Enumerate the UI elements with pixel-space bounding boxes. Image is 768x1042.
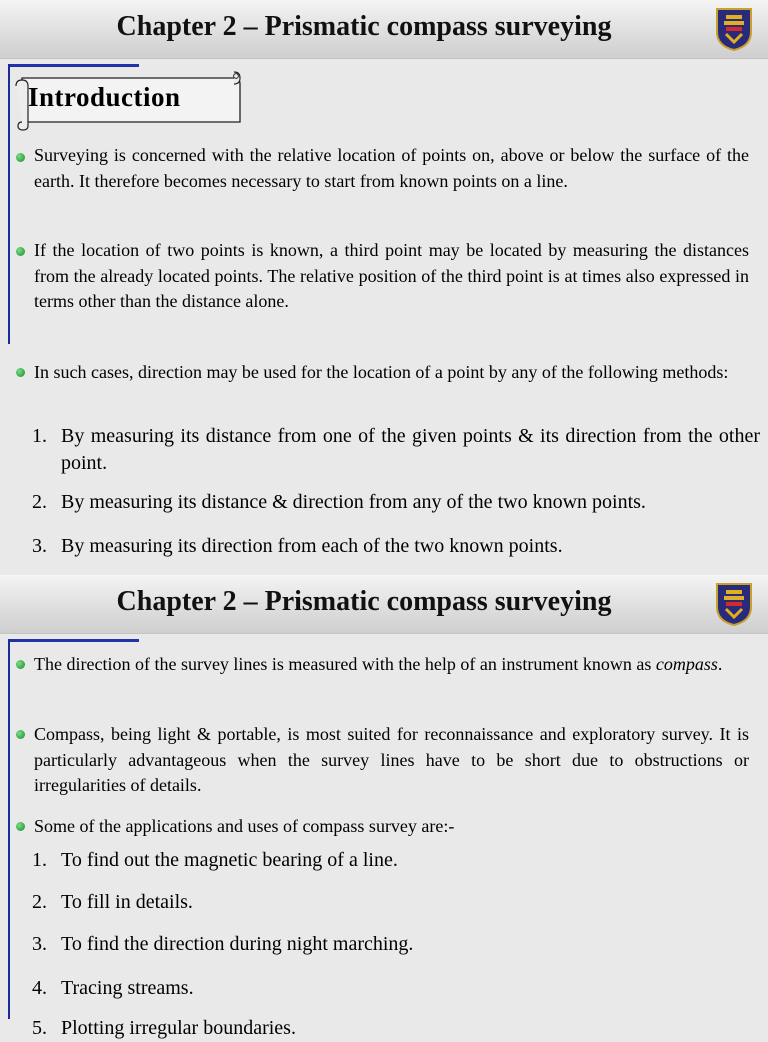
accent-vertical-bar [8, 64, 10, 344]
accent-vertical-bar [8, 639, 10, 1019]
list-number: 4. [32, 977, 47, 999]
bullet-text-end: . [717, 654, 723, 674]
bullet-text-main: The direction of the survey lines is measured with the help of an instrument known as [34, 654, 656, 674]
bullet-text: If the location of two points is known, a third point may be located by measuring the distances from the already located points. The relative position of the third point is at times also expressed in terms other than the distance alone. [34, 240, 749, 311]
list-text: By measuring its distance from one of the given points & its direction from the other point. [61, 425, 760, 474]
list-item [32, 423, 760, 477]
bullet-dot-icon [16, 153, 25, 162]
slide-title-bar [0, 575, 768, 634]
slide-2 [0, 575, 768, 1039]
list-item [32, 533, 760, 560]
bullet-text-emphasis: compass [655, 654, 718, 674]
bullet-text: In such cases, direction may be used for the location of a point by any of the following methods: [34, 362, 729, 382]
list-text: Plotting irregular boundaries. [61, 1017, 296, 1039]
list-text: Tracing streams. [61, 977, 194, 999]
university-logo-icon [714, 6, 754, 52]
accent-line [8, 64, 139, 67]
slide-title: Chapter 2 – Prismatic compass surveying [116, 11, 612, 42]
section-heading: Introduction [28, 82, 181, 112]
list-number: 2. [32, 491, 47, 513]
bullet-dot-icon [16, 660, 25, 669]
list-item [32, 847, 760, 874]
accent-line [8, 639, 139, 642]
list-number: 3. [32, 933, 47, 955]
slide-title: Chapter 2 – Prismatic compass surveying [116, 586, 612, 617]
list-number: 1. [32, 849, 47, 871]
list-number: 5. [32, 1017, 47, 1039]
list-text: By measuring its distance & direction from any of the two known points. [61, 491, 646, 513]
slide-title-bar [0, 0, 768, 59]
bullet-dot-icon [16, 822, 25, 831]
list-text: By measuring its direction from each of the two known points. [61, 535, 563, 557]
list-number: 1. [32, 425, 47, 447]
bullet-text: Compass, being light & portable, is most suited for reconnaissance and exploratory survey. It is particularly advantageous when the survey lines have to be short due to obstructions or irregularities of details. [34, 724, 749, 795]
list-item [32, 975, 760, 1002]
list-text: To find out the magnetic bearing of a line. [61, 849, 398, 871]
list-item [32, 489, 760, 516]
bullet-dot-icon [16, 368, 25, 377]
bullet-text: Some of the applications and uses of compass survey are:- [34, 816, 455, 836]
list-text: To find the direction during night marching. [61, 933, 414, 955]
list-number: 3. [32, 535, 47, 557]
bullet-dot-icon [16, 730, 25, 739]
list-number: 2. [32, 891, 47, 913]
bullet-dot-icon [16, 247, 25, 256]
list-text: To fill in details. [61, 891, 193, 913]
university-logo-icon [714, 581, 754, 627]
section-heading-scroll [14, 70, 242, 130]
bullet-text: Surveying is concerned with the relative location of points on, above or below the surface of the earth. It therefore becomes necessary to start from known points on a line. [34, 145, 749, 191]
bullet-text [34, 652, 749, 678]
list-item [32, 1015, 760, 1042]
list-item [32, 889, 760, 916]
list-item [32, 931, 760, 958]
